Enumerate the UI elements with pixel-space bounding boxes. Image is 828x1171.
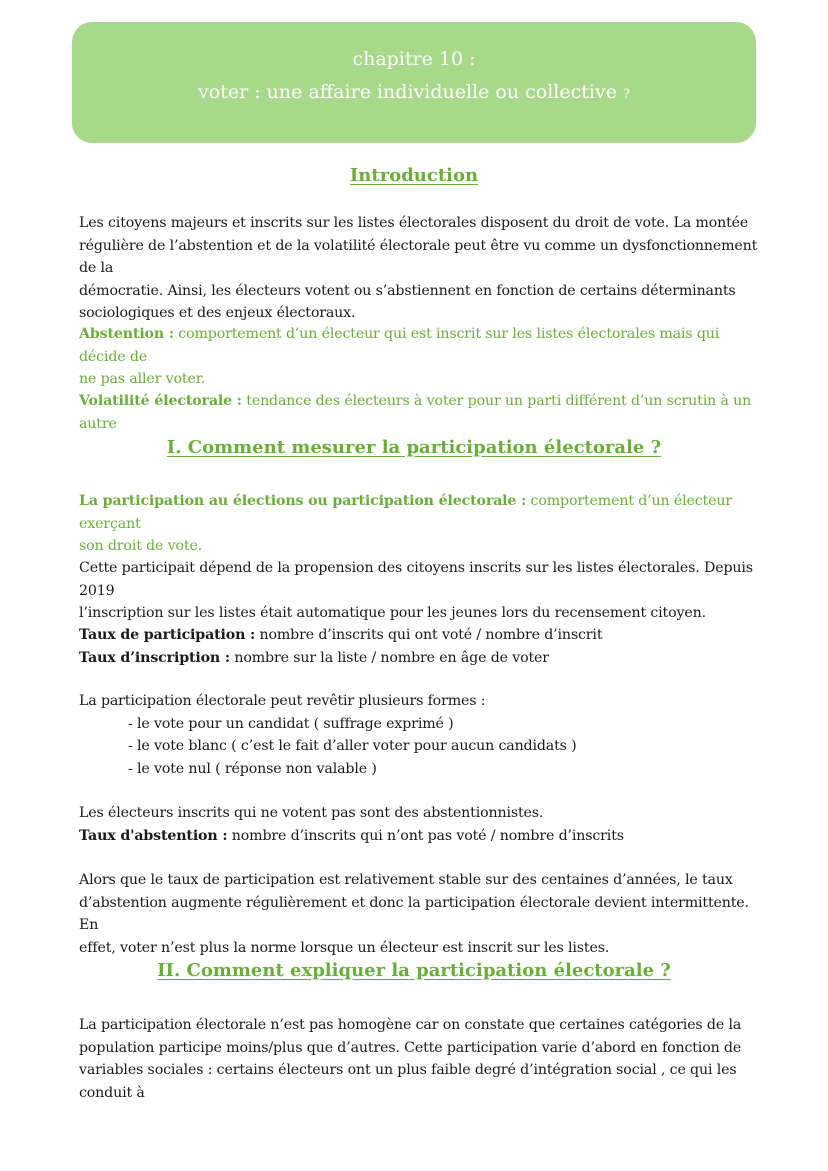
definition-term: Volatilité électorale : [79, 393, 242, 409]
chapter-number: chapitre 10 : [352, 48, 476, 70]
definition-participation: La participation au élections ou participation électorale : comportement d’un électeur exerçant son droit de vote. [79, 493, 732, 555]
paragraph-trend: Alors que le taux de participation est relativement stable sur des centaines d’années, le taux d’abstention augmente régulièrement et donc la participation électorale devient intermittente. En effet, voter n’est plus la norme lorsque un électeur est inscrit sur les listes. [79, 872, 749, 956]
heading-section-1: I. Comment mesurer la participation électorale ? [166, 437, 662, 458]
definition-abstention: Abstention : comportement d’un électeur qui est inscrit sur les listes électorales mais qui décide de ne pas aller voter. [79, 326, 720, 388]
rates-block: Taux de participation : nombre d’inscrits qui ont voté / nombre d’inscrit Taux d’inscription : nombre sur la liste / nombre en âge de voter [79, 627, 603, 666]
chapter-title: voter : une affaire individuelle ou collective ? [198, 81, 630, 103]
list-item: - le vote blanc ( c’est le fait d’aller voter pour aucun candidats ) [128, 738, 577, 755]
paragraph-explain: La participation électorale n’est pas homogène car on constate que certaines catégories de la population participe moins/plus que d’autres. Cette participation varie d’abord en fonction de variables sociales : certains électeurs ont un plus faible degré d’intégration social , ce qui les conduit à [79, 1017, 742, 1101]
paragraph-inscription: Cette participait dépend de la propension des citoyens inscrits sur les listes électorales. Depuis 2019 l’inscription sur les listes était automatique pour les jeunes lors du recensement citoyen. [79, 560, 753, 622]
heading-introduction: Introduction [349, 165, 479, 186]
chapter-title-question-mark: ? [623, 87, 630, 102]
rate-term: Taux d’inscription : [79, 649, 230, 666]
list-item: - le vote nul ( réponse non valable ) [128, 760, 377, 777]
definition-volatilite: Volatilité électorale : tendance des électeurs à voter pour un parti différent d’un scrutin à un autre [79, 393, 752, 432]
definition-term: Abstention : [79, 326, 174, 342]
forms-list: La participation électorale peut revêtir plusieurs formes : - le vote pour un candidat ( suffrage exprimé ) - le vote blanc ( c’est le fait d’aller voter pour aucun candidats ) - le vote nul ( réponse non valable ) [79, 690, 759, 780]
chapter-banner [72, 22, 756, 143]
heading-section-2: II. Comment expliquer la participation électorale ? [157, 960, 671, 981]
definition-term: La participation au élections ou participation électorale : [79, 493, 527, 509]
intro-paragraph: Les citoyens majeurs et inscrits sur les listes électorales disposent du droit de vote. La montée régulière de l’abstention et de la volatilité électorale peut être vu comme un dysfonctionnement de la démocratie. Ainsi, les électeurs votent ou s’abstiennent en fonction de certains déterminants sociologiques et des enjeux électoraux. [79, 215, 758, 322]
rate-term: Taux d'abstention : [79, 827, 228, 844]
rate-term: Taux de participation : [79, 627, 256, 643]
abstention-block: Les électeurs inscrits qui ne votent pas sont des abstentionnistes. Taux d'abstention : nombre d’inscrits qui n’ont pas voté / nombre d’inscrits [79, 805, 624, 844]
list-item: - le vote pour un candidat ( suffrage exprimé ) [128, 715, 454, 732]
